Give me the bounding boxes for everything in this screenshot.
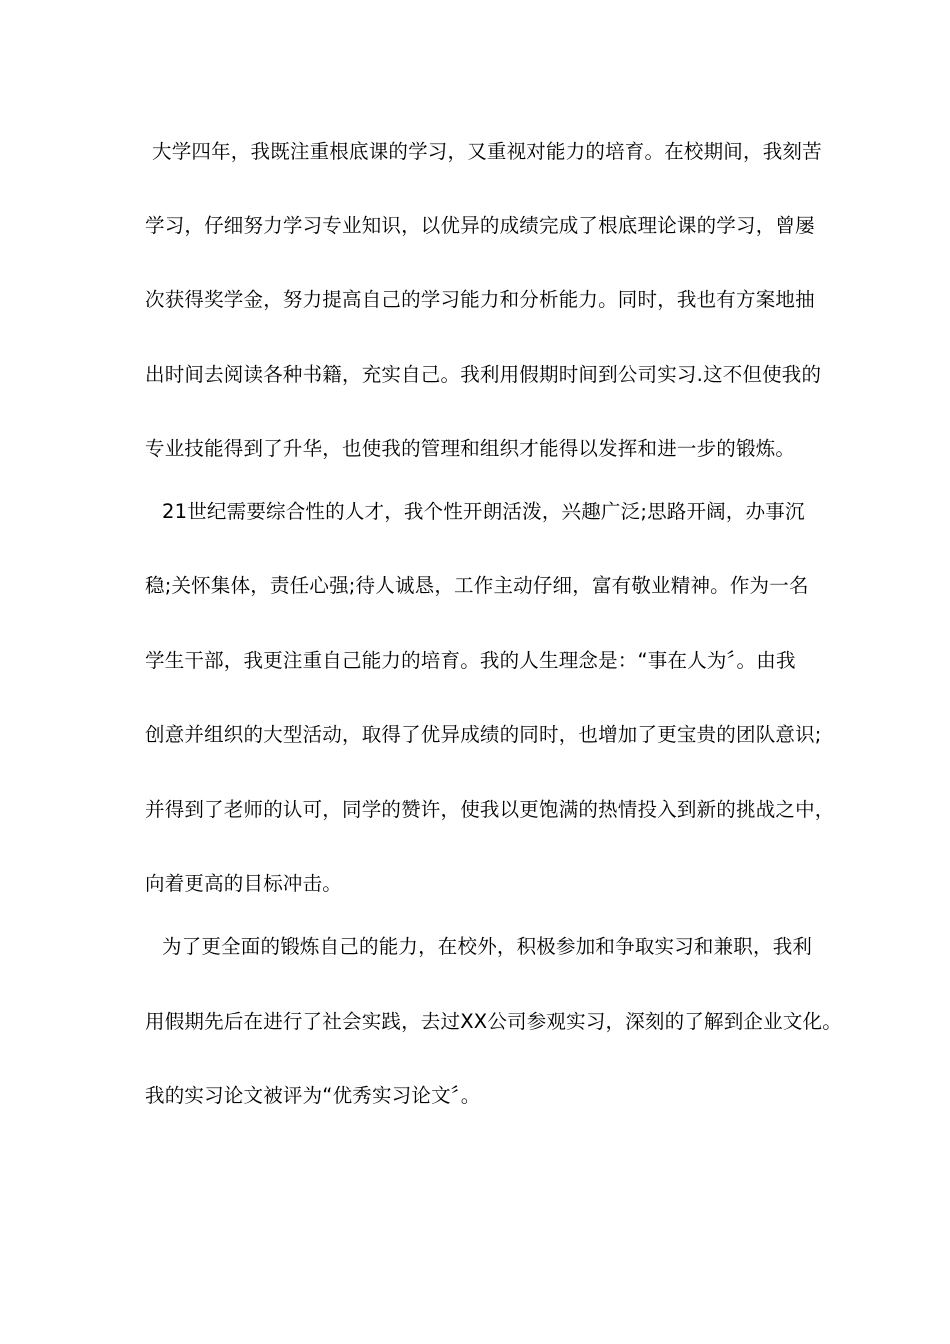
paragraph-1-line-1: 大学四年，我既注重根底课的学习，又重视对能力的培育。在校期间，我刻苦 <box>152 140 822 163</box>
paragraph-2-line-4: 创意并组织的大型活动，取得了优异成绩的同时，也增加了更宝贵的团队意识; <box>145 723 822 746</box>
paragraph-1-line-2: 学习，仔细努力学习专业知识，以优异的成绩完成了根底理论课的学习，曾屡 <box>145 214 815 237</box>
paragraph-2-line-2: 稳;关怀集体，责任心强;待人诚恳，工作主动仔细，富有敬业精神。作为一名 <box>145 574 809 597</box>
paragraph-3-line-3: 我的实习论文被评为“优秀实习论文〞。 <box>145 1084 481 1107</box>
paragraph-1-line-5: 专业技能得到了升华，也使我的管理和组织才能得以发挥和进一步的锻炼。 <box>145 437 796 460</box>
paragraph-2-line-5: 并得到了老师的认可，同学的赞许，使我以更饱满的热情投入到新的挑战之中， <box>145 798 835 821</box>
paragraph-2-line-1: 21世纪需要综合性的人才，我个性开朗活泼，兴趣广泛;思路开阔，办事沉 <box>162 500 805 523</box>
paragraph-1-line-4: 出时间去阅读各种书籍，充实自己。我利用假期时间到公司实习.这不但使我的 <box>145 363 822 386</box>
paragraph-1-line-3: 次获得奖学金，努力提高自己的学习能力和分析能力。同时，我也有方案地抽 <box>145 288 815 311</box>
paragraph-2-line-3: 学生干部，我更注重自己能力的培育。我的人生理念是：“事在人为〞。由我 <box>145 649 796 672</box>
paragraph-2-line-6: 向着更高的目标冲击。 <box>145 872 343 895</box>
paragraph-3-line-1: 为了更全面的锻炼自己的能力，在校外，积极参加和争取实习和兼职，我利 <box>162 935 813 958</box>
paragraph-3-line-2: 用假期先后在进行了社会实践，去过XX公司参观实习，深刻的了解到企业文化。 <box>145 1010 842 1033</box>
